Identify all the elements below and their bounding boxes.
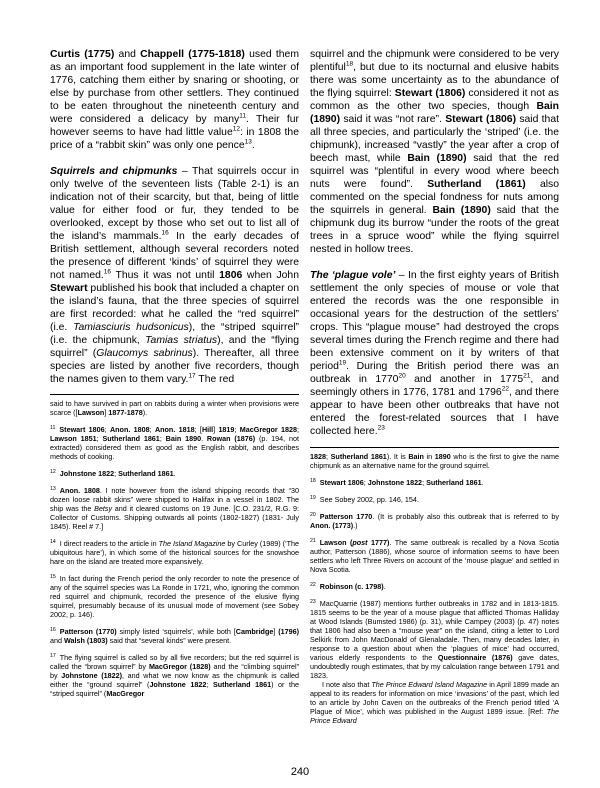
footnote-23-continued: I note also that The Prince Edward Island Magazine in April 1899 made an appeal to its readers for information on mice ‘invasions’ of the past, which led to an article by John Caven on the outbreaks of the French period titled ‘A Plague of Mice’, which was published in the August 1899 issue. [Ref: The Prince Edward xyxy=(310,680,560,725)
footnote-11: $^{11}$ Stewart 1806; Anon. 1808; Anon. 1818; [Hill] 1819; MacGregor 1828; Lawson 1851; Sutherland 1861; Bain 1890. Rowan (1876) (p. 194, not extracted) considered them as good as the English rabbit, and describes methods of cooking. xyxy=(50,424,300,461)
footnote-16: $^{16}$ Patterson (1770) simply listed ‘squirrels’, while both [Cambridge] (1796) and Walsh (1803) said that “several kinds” were present. xyxy=(50,626,300,645)
footnote-divider xyxy=(310,447,559,448)
footnote-divider xyxy=(50,394,299,395)
section-heading-squirrels: Squirrels and chipmunks xyxy=(50,166,178,177)
right-footnotes xyxy=(310,452,559,725)
footnote-continuation: said to have survived in part on rabbits during a winter when provisions were scarce ([Lawson] 1877-1878). xyxy=(50,399,299,417)
right-column xyxy=(310,0,559,725)
paragraph-rabbits: Curtis (1775) and Chappell (1775-1818) used them as an important food supplement in the late winter of 1776, catching them either by snaring or shooting, or else by purchase from other settlers. They continued to be eaten throughout the nineteenth century and were considered a delicacy by many$^{11}$. Their fur however seems to have had little value$^{12}$: in 1808 the price of a “rabbit skin” was only one pence$^{13}$. xyxy=(50,49,299,151)
footnote-continuation: 1828; Sutherland 1861). It is Bain in 1890 who is the first to give the name chipmunk as an alternative name for the ground squirrel. xyxy=(310,452,559,470)
footnote-15: $^{15}$ In fact during the French period the only recorder to note the presence of any of the squirrel species was La Ronde in 1721, who, ignoring the common red squirrel and chipmunk, recorded the presence of the elusive flying squirrel, presumably because of its unusual mode of movement (see Sobey 2002, p. 146). xyxy=(50,573,299,619)
footnote-17: $^{17}$ The flying squirrel is called so by all five recorders; but the red squirrel is called the “brown squirrel” by MacGregor (1828) and the “climbing squirrel” by Johnstone (1822), and what we now know as the chipmunk is called either the “ground squirrel” (Johnstone 1822; Sutherland 1861) or the “striped squirrel” (MacGregor xyxy=(50,652,300,698)
footnote-21: $^{21}$ Lawson (post 1777). The same outbreak is recalled by a Nova Scotia author, Patterson (1886), whose source of information seems to have been settlers who left Three Rivers on account of the ‘mouse plague’ and settled in Nova Scotia. xyxy=(310,537,559,574)
right-main-text xyxy=(310,0,559,438)
paragraph-plague-vole: The ‘plague vole’ – In the first eighty years of British settlement the only species of mouse or vole that entered the records was the one responsible in occasional years for the destruction of the settlers’ crops. This “plague mouse” had destroyed the crops several times during the French regime and there had been extensive comment on it by writers of that period$^{19}$. During the British period there was an outbreak in 1770$^{20}$ and another in 1775$^{21}$, and seemingly others in 1776, 1781 and 1796$^{22}$, and there appear to have been other outbreaks that have not entered the forest-related sources that I have collected here.$^{23}$ xyxy=(310,270,559,437)
footnote-13: $^{13}$ Anon. 1808. I note however from the island shipping records that “30 dozen loose rabbit skins” were shipped to Halifax in a vessel in 1802. The ship was the Betsy and it cleared customs on 19 June. [C.O. 231/2, R.G. 9: Collector of Customs. Shipping outwards all points (1802-1827) (1831- July 1845). Reel # 7.] xyxy=(50,485,299,531)
footnote-23: $^{23}$ MacQuarrie (1987) mentions further outbreaks in 1782 and in 1813-1815. 1815 seems to be the year of a mouse plague that afflicted Thomas Halliday at Wood Islands (Bumsted 1986) (p. 31), while Campey (2003) (p. 47) notes that 1806 had also been a “mouse year” on the island, citing a letter to Lord Selkirk from John MacDonald of Glenaladale. Then, many decades later, in response to a question about when the ‘plagues of mice’ had occurred, various elderly respondents to the Questionnaire (1876) gave dates, undoubtedly rough estimates, that by my calculation range between 1791 and 1823. xyxy=(310,598,559,680)
footnote-12: $^{12}$ Johnstone 1822; Sutherland 1861. xyxy=(50,468,176,478)
footnote-18: $^{18}$ Stewart 1806; Johnstone 1822; Sutherland 1861. xyxy=(310,477,484,487)
paragraph-squirrels: Squirrels and chipmunks – That squirrels occur in only twelve of the seventeen lists (Table 2-1) is an indication not of their scarcity, but that, being of little value for either food or fur, they tended to be overlooked, except by those who set out to list all of the island’s mammals.$^{16}$ In the early decades of British settlement, although several recorders noted the presence of different ‘kinds’ of squirrel they were not named.$^{16}$ Thus it was not until 1806 when John Stewart published his book that included a chapter on the island’s fauna, that the three species of squirrel are first recorded: what he called the “red squirrel” (i.e. Tamiasciuris hudsonicus), the “striped squirrel” (i.e. the chipmunk, Tamias striatus), and the “flying squirrel” (Glaucomys sabrinus). Thereafter, all three species are listed by another five recorders, though the names given to them vary.$^{17}$ The red xyxy=(50,166,300,385)
left-footnotes xyxy=(50,399,299,698)
footnote-14: $^{14}$ I direct readers to the article in The Island Magazine by Curley (1989) (‘The ubiquitous hare’), in which some of the historical sources for the snowshoe hare on the island are treated more expansively. xyxy=(50,538,299,566)
page-number: 240 xyxy=(290,766,310,778)
left-column xyxy=(50,0,299,698)
left-main-text xyxy=(50,0,299,386)
paragraph-squirrels-continued: squirrel and the chipmunk were considered to be very plentiful$^{18}$, but due to its nocturnal and elusive habits there was some uncertainty as to the abundance of the flying squirrel: Stewart (1806) considered it not as common as the other two species, though Bain (1890) said it was “not rare”. Stewart (1806) said that all three species, and particularly the ‘striped’ (i.e. the chipmunk), increased “vastly” the year after a crop of beech mast, while Bain (1890) said that the red squirrel was “plentiful in every wood where beech nuts were found”. Sutherland (1861) also commented on the special fondness for nuts among the squirrels in general. Bain (1890) said that the chipmunk dug its burrow “under the roots of the great trees in a spruce wood” while the flying squirrel nested in hollow trees. xyxy=(310,49,560,255)
footnote-19: $^{19}$ See Sobey 2002, pp. 146, 154. xyxy=(310,494,419,504)
section-heading-plague-vole: The ‘plague vole’ xyxy=(310,270,396,281)
footnote-20: $^{20}$ Patterson 1770. (It is probably also this outbreak that is referred to by Anon. (1773).) xyxy=(310,511,559,530)
footnote-22: $^{22}$ Robinson (c. 1798). xyxy=(310,581,386,591)
